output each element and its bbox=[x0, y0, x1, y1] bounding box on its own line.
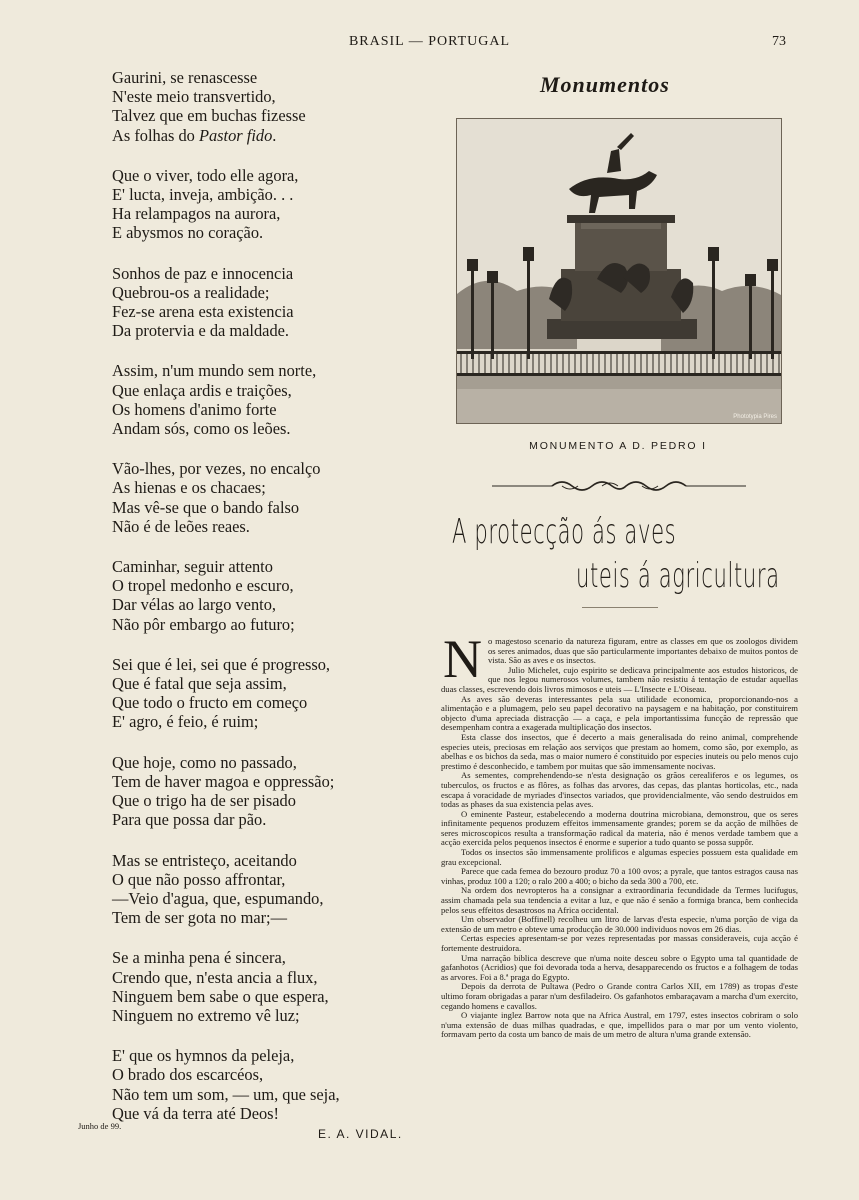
verse bbox=[112, 126, 412, 145]
verse: E' que os hymnos da peleja, bbox=[112, 1046, 295, 1066]
article-title-line1: A protecção ás aves bbox=[452, 512, 677, 552]
stanza bbox=[112, 948, 412, 1025]
verse: O que não posso affrontar, bbox=[112, 869, 286, 889]
title-rule bbox=[582, 607, 658, 608]
drop-cap: N bbox=[443, 629, 482, 689]
verse: N'este meio transvertido, bbox=[112, 87, 276, 107]
verse: Dar vélas ao largo vento, bbox=[112, 595, 277, 615]
verse-text: As folhas do bbox=[112, 125, 199, 145]
verse-punctuation: . bbox=[272, 125, 277, 145]
article-paragraph: Esta classe dos insectos, que é decerto a mais generalisada do reino animal, comprehende especies uteis, preciosas em relação aos serviços que prestam ao homem, como são, por exemplo, as abelhas e os bichos da seda, mas o maior numero é constituido por especies inuteis ou pelo menos cujo prestimo é desconhecido, e tambem por muitas que são immensamente nocivas. bbox=[441, 731, 798, 771]
verse: Os homens d'animo forte bbox=[112, 399, 277, 419]
running-header: BRASIL — PORTUGAL bbox=[348, 34, 511, 49]
stanza bbox=[112, 459, 412, 536]
verse: Que é fatal que seja assim, bbox=[112, 674, 287, 694]
monument-illustration bbox=[457, 119, 781, 423]
ornament-divider bbox=[492, 476, 746, 496]
stanza bbox=[112, 753, 412, 830]
verse: Ha relampagos na aurora, bbox=[112, 204, 281, 224]
verse: Caminhar, seguir attento bbox=[112, 557, 273, 577]
stanza bbox=[112, 1046, 412, 1123]
verse: Que o trigo ha de ser pisado bbox=[112, 791, 296, 811]
verse: —Veio d'agua, que, espumando, bbox=[112, 888, 324, 908]
verse: Andam sós, como os leões. bbox=[112, 419, 291, 439]
verse: Que enlaça ardis e traições, bbox=[112, 380, 292, 400]
section-heading: Monumentos bbox=[540, 72, 670, 97]
verse: Tem de ser gota no mar;— bbox=[112, 908, 287, 928]
poem bbox=[112, 68, 412, 1123]
article-paragraph: As sementes, comprehendendo-se n'esta designação os grãos cerealiferos e os legumes, os tuberculos, os fructos e as flôres, as folhas das arvores, das cepas, das plantas horticolas, etc., nada escapa á voracidade de myriades d'insectos variados, que providencialmente, vão sendo destruidos em todas as phases da sua existencia pelas aves. bbox=[441, 770, 798, 810]
verse: Ninguem bem sabe o que espera, bbox=[112, 986, 329, 1006]
article-paragraph: As aves são deveras interessantes pela sua utilidade economica, proporcionando-nos a alimentação e a plumagem, pelo seu papel decorativo na paysagem e na habitação, por constituirem objecto d'uma apreciada distracção — a caça, e pela importantissima funcção de repressão que desempenham contra a exagerada multiplicação dos insectos. bbox=[441, 693, 798, 733]
verse: Assim, n'um mundo sem norte, bbox=[112, 361, 317, 381]
article-title-line2: uteis á agricultura bbox=[576, 556, 780, 596]
monument-photo bbox=[456, 118, 782, 424]
article-paragraph: Um observador (Boffinell) recolheu um litro de larvas d'esta especie, n'uma porção de viga da extensão de um metro e obteve uma producção de 30.000 individuos novos em 26 dias. bbox=[441, 914, 798, 934]
verse: Se a minha pena é sincera, bbox=[112, 948, 286, 968]
article-paragraph: Depois da derrota de Pultawa (Pedro o Grande contra Carlos XII, em 1789) as tropas d'este ultimo foram obrigadas a parar n'um desfiladeiro. Os gafanhotos embaraçavam a marcha d'um exercito, cegando homens e cavallos. bbox=[441, 981, 798, 1011]
stanza bbox=[112, 655, 412, 732]
work-title: Pastor fido bbox=[198, 125, 273, 145]
verse: Quebrou-os a realidade; bbox=[112, 282, 270, 302]
verse: Ninguem no extremo vê luz; bbox=[112, 1005, 300, 1025]
verse: Sei que é lei, sei que é progresso, bbox=[112, 654, 331, 674]
verse: As hienas e os chacaes; bbox=[112, 478, 266, 498]
article-paragraph: Uma narração biblica descreve que n'uma noite desceu sobre o Egypto uma tal quantidade de gafanhotos (Acridios) que foi devorada toda a herva, desapparecendo os fructos e a folhagem de todas as arvores. Foi a 8.ª praga do Egypto. bbox=[441, 952, 798, 982]
stanza bbox=[112, 361, 412, 438]
article-body bbox=[441, 629, 798, 1040]
stanza bbox=[112, 264, 412, 341]
article-paragraph: O eminente Pasteur, estabelecendo a moderna doutrina microbiana, demonstrou, que os seres infinitamente pequenos produzem effeitos immensamente grandes; porem se da acção de milhões de seres microscopicos resulta a transformação radical da materia, não é menos verdade tambem que a acção exercida pelos pequenos insectos é enorme e superior a tudo quanto se possa suppôr. bbox=[441, 808, 798, 848]
paragraph-text: o magestoso scenario da natureza figuram, entre as classes em que os zoologos dividem os seres animados, duas que são particularmente importantes debaixo de muitos pontos de vista. São as aves e os insectos. bbox=[488, 636, 798, 666]
verse: Não é de leões reaes. bbox=[112, 516, 250, 536]
stanza bbox=[112, 166, 412, 243]
verse: Fez-se arena esta existencia bbox=[112, 302, 294, 322]
article-paragraph: Certas especies apresentam-se por vezes representadas por massas consideraveis, cuja acção é fortemente destruidora. bbox=[441, 933, 798, 953]
verse: Da protervia e da maldade. bbox=[112, 321, 290, 341]
verse: Mas se entristeço, aceitando bbox=[112, 850, 297, 870]
verse: O tropel medonho e escuro, bbox=[112, 576, 294, 596]
verse: Para que possa dar pão. bbox=[112, 810, 267, 830]
stanza bbox=[112, 557, 412, 634]
verse: Que hoje, como no passado, bbox=[112, 752, 297, 772]
article-paragraph: O viajante inglez Barrow nota que na Africa Austral, em 1797, estes insectos cobriram o solo n'uma extensão de duas milhas quadradas, e que, impellidos para o mar por um vento violento, formavam perto da costa um banco de mais de um metro de altura n'uma grande extensão. bbox=[441, 1010, 798, 1040]
verse: Que vá da terra até Deos! bbox=[112, 1103, 280, 1123]
verse: Gaurini, se renascesse bbox=[112, 68, 258, 87]
photo-credit: Phototypia Pires bbox=[733, 414, 777, 420]
verse: Crendo que, n'esta ancia a flux, bbox=[112, 967, 318, 987]
verse: E' lucta, inveja, ambição. . . bbox=[112, 185, 294, 205]
stanza bbox=[112, 68, 412, 145]
poem-date: Junho de 99. bbox=[78, 1121, 122, 1131]
article-paragraph: Todos os insectos são immensamente prolificos e algumas especies possuem esta qualidade em grau excepcional. bbox=[441, 847, 798, 867]
verse: Mas vê-se que o bando falso bbox=[112, 497, 300, 517]
poem-author: E. A. VIDAL. bbox=[318, 1127, 403, 1141]
verse: Não pôr embargo ao futuro; bbox=[112, 614, 295, 634]
article-paragraph: Parece que cada femea do bezouro produz 70 a 100 ovos; a pyrale, que tantos estragos causa nas vinhas, produz 100 a 120; o ralo 200 a 400; o bicho da seda 300 a 700, etc. bbox=[441, 866, 798, 886]
verse: Vão-lhes, por vezes, no encalço bbox=[112, 459, 321, 479]
article-paragraph: Na ordem dos nevropteros ha a consignar a extraordinaria fecundidade da Termes lucifugus, assim chamada pela sua tendencia a evitar a luz, e que não é senão a formiga branca, bem conhecida pelos seus effeitos desastrosos na Africa occidental. bbox=[441, 885, 798, 915]
stanza bbox=[112, 851, 412, 928]
page-number: 73 bbox=[772, 34, 786, 49]
verse: Talvez que em buchas fizesse bbox=[112, 106, 306, 126]
verse: Que o viver, todo elle agora, bbox=[112, 165, 299, 185]
verse: E abysmos no coração. bbox=[112, 223, 264, 243]
verse: O brado dos escarcéos, bbox=[112, 1065, 264, 1085]
verse: E' agro, é feio, é ruim; bbox=[112, 712, 259, 732]
photo-caption: MONUMENTO A D. PEDRO I bbox=[529, 440, 707, 452]
article-paragraph: Julio Michelet, cujo espirito se dedicava principalmente aos estudos historicos, de que nos legou numerosos volumes, tambem não resistiu á tentação de estudar aquellas duas classes, escrevendo dois livros mimosos e uteis — L'Insecte e L'Oiseau. bbox=[441, 664, 798, 694]
verse: Não tem um som, — um, que seja, bbox=[112, 1084, 340, 1104]
verse: Tem de haver magoa e oppressão; bbox=[112, 771, 335, 791]
verse: Sonhos de paz e innocencia bbox=[112, 263, 294, 283]
verse: Que todo o fructo em começo bbox=[112, 693, 308, 713]
